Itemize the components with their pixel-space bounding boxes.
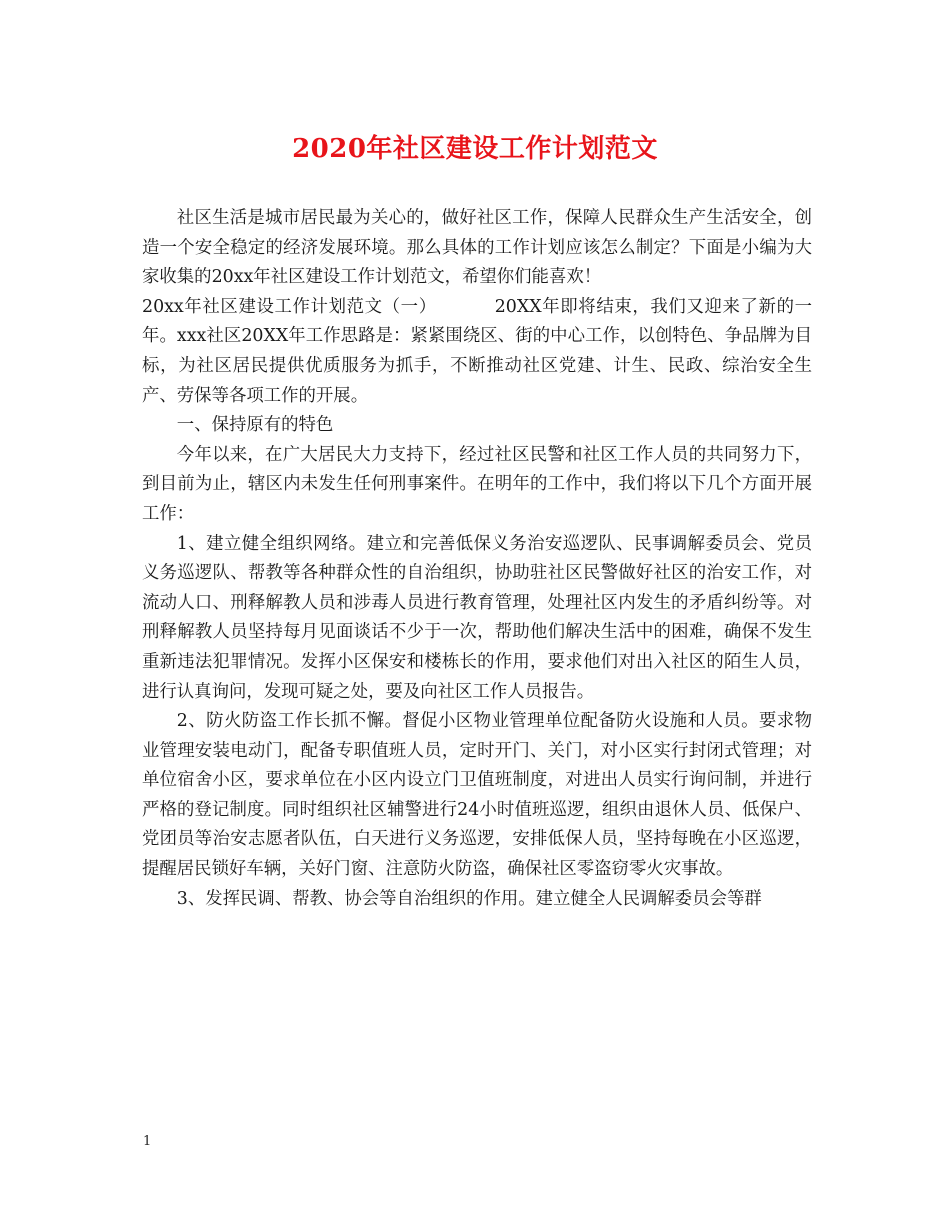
- item-2: 2、防火防盗工作长抓不懈。督促小区物业管理单位配备防火设施和人员。要求物业管理安装电动门，配备专职值班人员，定时开门、关门，对小区实行封闭式管理；对单位宿舍小区，要求单位在小区内设立门卫值班制度，对进出人员实行询问制，并进行严格的登记制度。同时组织社区辅警进行24小时值班巡逻，组织由退休人员、低保户、党团员等治安志愿者队伍，白天进行义务巡逻，安排低保人员，坚持每晚在小区巡逻，提醒居民锁好车辆，关好门窗、注意防火防盗，确保社区零盗窃零火灾事故。: [142, 711, 812, 880]
- item-1: 1、建立健全组织网络。建立和完善低保义务治安巡逻队、民事调解委员会、党员义务巡逻队、帮教等各种群众性的自治组织，协助驻社区民警做好社区的治安工作，对流动人口、刑释解教人员和涉毒人员进行教育管理，处理社区内发生的矛盾纠纷等。对刑释解教人员坚持每月见面谈话不少于一次，帮助他们解决生活中的困难，确保不发生重新违法犯罪情况。发挥小区保安和楼栋长的作用，要求他们对出入社区的陌生人员，进行认真询问，发现可疑之处，要及向社区工作人员报告。: [142, 533, 812, 702]
- paragraph-1: 20XX年即将结束，我们又迎来了新的一年。xxx社区20XX年工作思路是：紧紧围绕区、街的中心工作，以创特色、争品牌为目标，为社区居民提供优质服务为抓手，不断推动社区党建、计生、民政、综治安全生产、劳保等各项工作的开展。: [142, 296, 812, 406]
- subheading-paragraph: [142, 293, 812, 411]
- subheading: 20xx年社区建设工作计划范文（一）: [142, 296, 437, 317]
- paragraph-2: 今年以来，在广大居民大力支持下，经过社区民警和社区工作人员的共同努力下，到目前为止，辖区内未发生任何刑事案件。在明年的工作中，我们将以下几个方面开展工作：: [142, 444, 812, 524]
- intro-paragraph: 社区生活是城市居民最为关心的，做好社区工作，保障人民群众生产生活安全，创造一个安全稳定的经济发展环境。那么具体的工作计划应该怎么制定？下面是小编为大家收集的20xx年社区建设工作计划范文，希望你们能喜欢！: [142, 208, 812, 288]
- document-title: 2020年社区建设工作计划范文: [292, 134, 658, 164]
- item-3: 3、发挥民调、帮教、协会等自治组织的作用。建立健全人民调解委员会等群: [176, 888, 762, 909]
- page-number: 1: [143, 1134, 152, 1149]
- document-body: [142, 204, 812, 914]
- section-1-heading: 一、保持原有的特色: [176, 415, 334, 436]
